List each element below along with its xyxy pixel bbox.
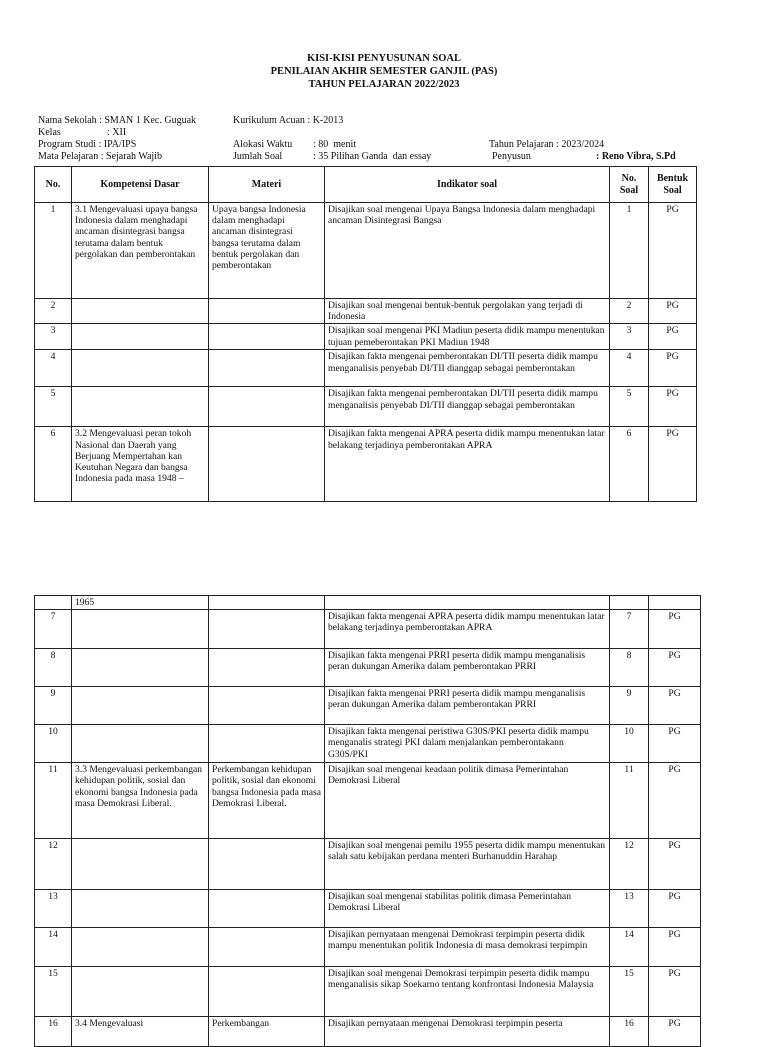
document-title bbox=[0, 52, 768, 91]
no-soal-cell: 8 bbox=[610, 649, 649, 687]
kompetensi-dasar-cell bbox=[72, 324, 209, 350]
col-header-no: No. bbox=[35, 167, 72, 203]
bentuk-soal-cell: PG bbox=[649, 299, 697, 324]
kisi-kisi-table-page-2 bbox=[34, 595, 701, 1047]
materi-cell: Upaya bangsa Indonesia dalam menghadapi ancaman disintegrasi bangsa terutama dalam bentuk pergolakan dan pemberontakan bbox=[209, 203, 325, 299]
jumlah-soal-label: Jumlah Soal bbox=[233, 151, 283, 162]
no-soal-cell: 1 bbox=[610, 203, 649, 299]
bentuk-soal-cell: PG bbox=[649, 610, 701, 649]
bentuk-soal-cell: PG bbox=[649, 324, 697, 350]
bentuk-soal-cell: PG bbox=[649, 203, 697, 299]
indikator-soal-cell: Disajikan soal mengenai pemilu 1955 peserta didik mampu menentukan salah satu kebijakan perdana menteri Burhanuddin Harahap bbox=[325, 839, 610, 890]
bentuk-soal-cell: PG bbox=[649, 763, 701, 839]
kelas-label: Kelas bbox=[38, 127, 61, 138]
row-number-cell: 16 bbox=[35, 1017, 72, 1047]
table-row bbox=[35, 350, 697, 387]
indikator-soal-cell: Disajikan soal mengenai Upaya Bangsa Indonesia dalam menghadapi ancaman Disintegrasi Bangsa bbox=[325, 203, 610, 299]
materi-cell bbox=[209, 387, 325, 427]
indikator-soal-cell: Disajikan fakta mengenai APRA peserta didik mampu menentukan latar belakang terjadinya pemberontakan APRA bbox=[325, 427, 610, 502]
table-row bbox=[35, 839, 701, 890]
indikator-soal-cell: Disajikan pernyataan mengenai Demokrasi terpimpin peserta didik mampu menentukan politik Indonesia di masa demokrasi terpimpin bbox=[325, 928, 610, 967]
indikator-soal-cell: Disajikan fakta mengenai PRRI peserta didik mampu menganalisis peran dukungan Amerika dalam pemberontakan PRRI bbox=[325, 649, 610, 687]
kompetensi-dasar-cell bbox=[72, 890, 209, 928]
col-header-materi: Materi bbox=[209, 167, 325, 203]
bentuk-soal-cell: PG bbox=[649, 725, 701, 763]
kompetensi-dasar-cell bbox=[72, 387, 209, 427]
row-number-cell: 2 bbox=[35, 299, 72, 324]
title-line-1: KISI-KISI PENYUSUNAN SOAL bbox=[306, 53, 462, 64]
no-soal-cell: 10 bbox=[610, 725, 649, 763]
no-soal-cell: 7 bbox=[610, 610, 649, 649]
table-row bbox=[35, 596, 701, 610]
row-number-cell: 13 bbox=[35, 890, 72, 928]
kompetensi-dasar-cell: 1965 bbox=[72, 596, 209, 610]
no-soal-cell: 2 bbox=[610, 299, 649, 324]
row-number-cell: 7 bbox=[35, 610, 72, 649]
kompetensi-dasar-cell bbox=[72, 967, 209, 1017]
materi-cell bbox=[209, 725, 325, 763]
kompetensi-dasar-cell bbox=[72, 299, 209, 324]
bentuk-soal-cell: PG bbox=[649, 1017, 701, 1047]
kompetensi-dasar-cell bbox=[72, 725, 209, 763]
materi-cell: Perkembangan bbox=[209, 1017, 325, 1047]
no-soal-cell: 16 bbox=[610, 1017, 649, 1047]
penyusun-value: : Reno Vibra, S.Pd bbox=[596, 151, 676, 162]
row-number-cell: 5 bbox=[35, 387, 72, 427]
kisi-kisi-table-page-1 bbox=[34, 166, 697, 502]
row-number-cell: 15 bbox=[35, 967, 72, 1017]
no-soal-cell: 4 bbox=[610, 350, 649, 387]
kurikulum-acuan: Kurikulum Acuan : K-2013 bbox=[233, 115, 344, 126]
table-row bbox=[35, 427, 697, 502]
mata-pelajaran: Mata Pelajaran : Sejarah Wajib bbox=[38, 151, 162, 162]
alokasi-waktu-label: Alokasi Waktu bbox=[233, 139, 293, 150]
table-row bbox=[35, 1017, 701, 1047]
table-row bbox=[35, 610, 701, 649]
row-number-cell: 6 bbox=[35, 427, 72, 502]
bentuk-soal-cell: PG bbox=[649, 839, 701, 890]
materi-cell bbox=[209, 928, 325, 967]
materi-cell bbox=[209, 890, 325, 928]
no-soal-cell: 11 bbox=[610, 763, 649, 839]
kompetensi-dasar-cell: 3.1 Mengevaluasi upaya bangsa Indonesia dalam menghadapi ancaman disintegrasi bangsa terutama dalam bentuk pergolakan dan pemberontakan bbox=[72, 203, 209, 299]
indikator-soal-cell: Disajikan pernyataan mengenai Demokrasi terpimpin peserta bbox=[325, 1017, 610, 1047]
kompetensi-dasar-cell bbox=[72, 687, 209, 725]
row-number-cell: 8 bbox=[35, 649, 72, 687]
materi-cell bbox=[209, 610, 325, 649]
table-row bbox=[35, 203, 697, 299]
bentuk-soal-cell: PG bbox=[649, 387, 697, 427]
bentuk-soal-cell: PG bbox=[649, 687, 701, 725]
row-number-cell: 12 bbox=[35, 839, 72, 890]
bentuk-soal-cell: PG bbox=[649, 890, 701, 928]
indikator-soal-cell: Disajikan soal mengenai bentuk-bentuk pergolakan yang terjadi di Indonesia bbox=[325, 299, 610, 324]
kompetensi-dasar-cell bbox=[72, 610, 209, 649]
indikator-soal-cell: Disajikan soal mengenai keadaan politik dimasa Pemerintahan Demokrasi Liberal bbox=[325, 763, 610, 839]
no-soal-cell: 15 bbox=[610, 967, 649, 1017]
row-number-cell: 3 bbox=[35, 324, 72, 350]
row-number-cell: 14 bbox=[35, 928, 72, 967]
row-number-cell: 9 bbox=[35, 687, 72, 725]
table-header-row bbox=[35, 167, 697, 203]
indikator-soal-cell: Disajikan fakta mengenai PRRI peserta didik mampu menganalisis peran dukungan Amerika dalam pemberontakan PRRI bbox=[325, 687, 610, 725]
title-line-2: PENILAIAN AKHIR SEMESTER GANJIL (PAS) bbox=[270, 66, 498, 77]
indikator-soal-cell: Disajikan soal mengenai Demokrasi terpimpin peserta didik mampu menganalisis sikap Soekarno tentang konfrontasi Indonesia Malaysia bbox=[325, 967, 610, 1017]
materi-cell bbox=[209, 839, 325, 890]
materi-cell bbox=[209, 596, 325, 610]
kompetensi-dasar-cell bbox=[72, 928, 209, 967]
col-header-bentuk-soal: Bentuk Soal bbox=[649, 167, 697, 203]
bentuk-soal-cell: PG bbox=[649, 928, 701, 967]
bentuk-soal-cell: PG bbox=[649, 649, 701, 687]
kompetensi-dasar-cell bbox=[72, 649, 209, 687]
table-row bbox=[35, 649, 701, 687]
no-soal-cell: 5 bbox=[610, 387, 649, 427]
col-header-kompetensi-dasar: Kompetensi Dasar bbox=[72, 167, 209, 203]
bentuk-soal-cell: PG bbox=[649, 967, 701, 1017]
row-number-cell: 10 bbox=[35, 725, 72, 763]
bentuk-soal-cell bbox=[649, 596, 701, 610]
table-row bbox=[35, 725, 701, 763]
materi-cell bbox=[209, 350, 325, 387]
penyusun-label: Penyusun bbox=[492, 151, 531, 162]
row-number-cell: 11 bbox=[35, 763, 72, 839]
row-number-cell bbox=[35, 596, 72, 610]
jumlah-soal-value: : 35 Pilihan Ganda dan essay bbox=[313, 151, 432, 162]
no-soal-cell: 6 bbox=[610, 427, 649, 502]
materi-cell bbox=[209, 649, 325, 687]
tahun-pelajaran: Tahun Pelajaran : 2023/2024 bbox=[489, 139, 605, 150]
table-row bbox=[35, 687, 701, 725]
table-row bbox=[35, 299, 697, 324]
alokasi-waktu-value: : 80 menit bbox=[313, 139, 357, 150]
no-soal-cell: 3 bbox=[610, 324, 649, 350]
materi-cell bbox=[209, 427, 325, 502]
bentuk-soal-cell: PG bbox=[649, 350, 697, 387]
no-soal-cell: 14 bbox=[610, 928, 649, 967]
indikator-soal-cell: Disajikan fakta mengenai pemberontakan DI/TII peserta didik mampu menganalisis penyebab DI/TII dianggap sebagai pemberontakan bbox=[325, 387, 610, 427]
bentuk-soal-cell: PG bbox=[649, 427, 697, 502]
kelas-value: : XII bbox=[107, 127, 127, 138]
kompetensi-dasar-cell bbox=[72, 839, 209, 890]
table-row bbox=[35, 387, 697, 427]
title-line-3: TAHUN PELAJARAN 2022/2023 bbox=[308, 79, 460, 90]
materi-cell bbox=[209, 687, 325, 725]
no-soal-cell: 9 bbox=[610, 687, 649, 725]
materi-cell bbox=[209, 299, 325, 324]
materi-cell bbox=[209, 324, 325, 350]
col-header-indikator-soal: Indikator soal bbox=[325, 167, 610, 203]
indikator-soal-cell: Disajikan fakta mengenai peristiwa G30S/PKI peserta didik mampu menganalis strategi PKI dalam menjalankan pemberontakann G30S/PKI bbox=[325, 725, 610, 763]
kompetensi-dasar-cell bbox=[72, 350, 209, 387]
materi-cell: Perkembangan kehidupan politik, sosial dan ekonomi bangsa Indonesia pada masa Demokrasi Liberal. bbox=[209, 763, 325, 839]
table-row bbox=[35, 928, 701, 967]
indikator-soal-cell: Disajikan fakta mengenai APRA peserta didik mampu menentukan latar belakang terjadinya pemberontakan APRA bbox=[325, 610, 610, 649]
col-header-no-soal: No. Soal bbox=[610, 167, 649, 203]
no-soal-cell: 13 bbox=[610, 890, 649, 928]
kompetensi-dasar-cell: 3.3 Mengevaluasi perkembangan kehidupan politik, sosial dan ekonomi bangsa Indonesia pada masa Demokrasi Liberal. bbox=[72, 763, 209, 839]
no-soal-cell: 12 bbox=[610, 839, 649, 890]
indikator-soal-cell: Disajikan fakta mengenai pemberontakan DI/TII peserta didik mampu menganalisis penyebab DI/TII dianggap sebagai pemberontakan bbox=[325, 350, 610, 387]
table-row bbox=[35, 890, 701, 928]
kompetensi-dasar-cell: 3.2 Mengevaluasi peran tokoh Nasional dan Daerah yang Berjuang Mempertahan kan Keutuhan Negara dan bangsa Indonesia pada masa 1948 – bbox=[72, 427, 209, 502]
table-row bbox=[35, 967, 701, 1017]
indikator-soal-cell bbox=[325, 596, 610, 610]
kompetensi-dasar-cell: 3.4 Mengevaluasi bbox=[72, 1017, 209, 1047]
indikator-soal-cell: Disajikan soal mengenai stabilitas politik dimasa Pemerintahan Demokrasi Liberal bbox=[325, 890, 610, 928]
no-soal-cell bbox=[610, 596, 649, 610]
row-number-cell: 1 bbox=[35, 203, 72, 299]
indikator-soal-cell: Disajikan soal mengenai PKI Madiun peserta didik mampu menentukan tujuan pemeberontakan PKI Madiun 1948 bbox=[325, 324, 610, 350]
table-row bbox=[35, 763, 701, 839]
program-studi: Program Studi : IPA/IPS bbox=[38, 139, 137, 150]
row-number-cell: 4 bbox=[35, 350, 72, 387]
table-row bbox=[35, 324, 697, 350]
nama-sekolah: Nama Sekolah : SMAN 1 Kec. Guguak bbox=[38, 115, 197, 126]
materi-cell bbox=[209, 967, 325, 1017]
